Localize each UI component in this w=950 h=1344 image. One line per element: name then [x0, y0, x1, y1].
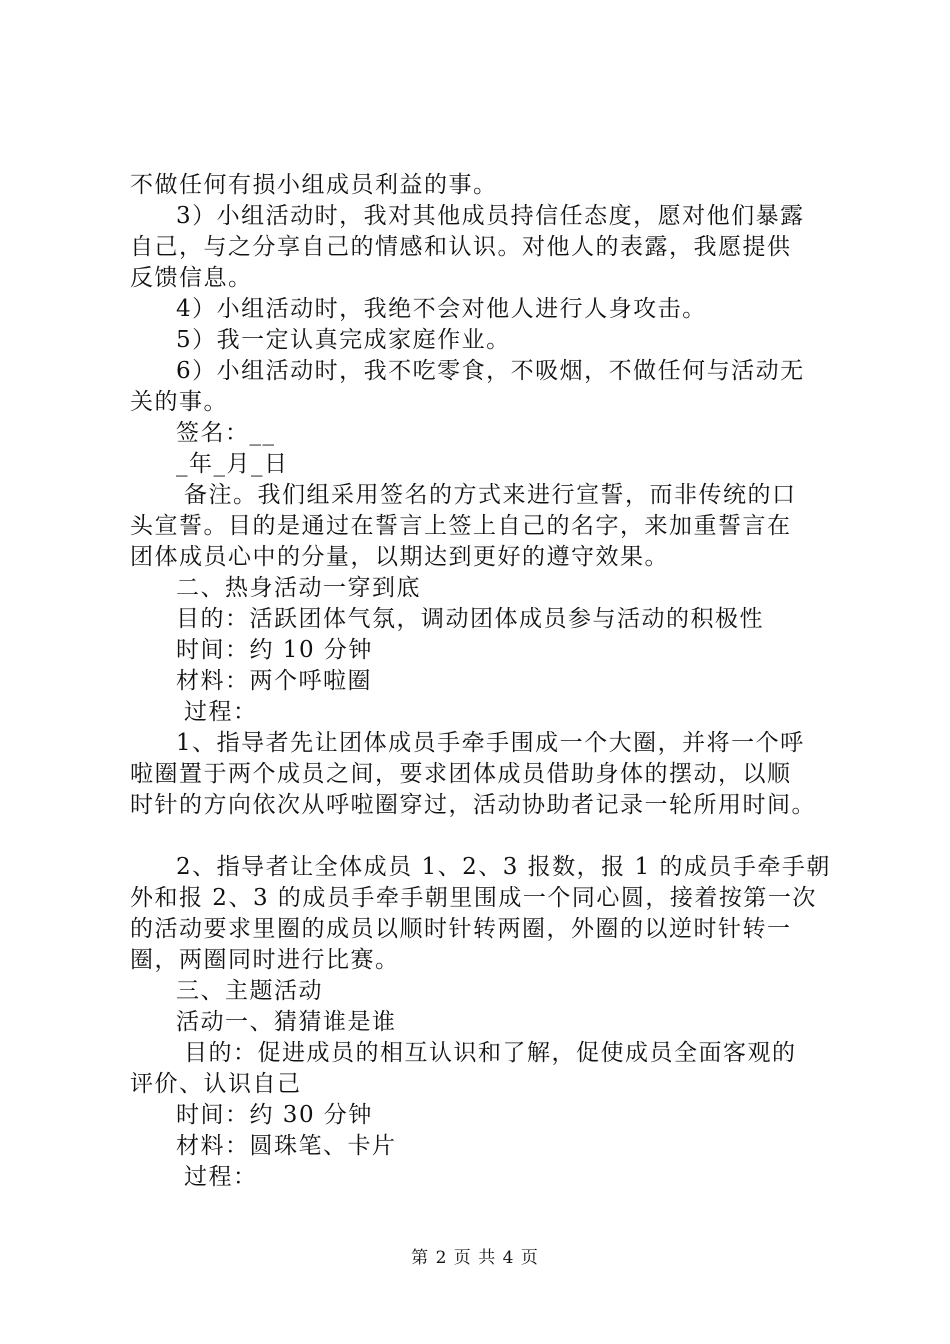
text-line: 外和报 2、3 的成员手牵手朝里围成一个同心圆，接着按第一次 [130, 885, 817, 911]
text-line: 关的事。 [130, 389, 228, 415]
text-line: 时间：约 10 分钟 [176, 637, 373, 663]
text-line: 评价、认识自己 [130, 1071, 302, 1097]
text-line: 材料：两个呼啦圈 [176, 668, 372, 694]
text-line: 时间：约 30 分钟 [176, 1102, 373, 1128]
text-line: 的活动要求里圈的成员以顺时针转两圈，外圈的以逆时针转一 [130, 916, 792, 942]
text-line: 时针的方向依次从呼啦圈穿过，活动协助者记录一轮所用时间。 [130, 792, 816, 818]
text-line: 二、热身活动一穿到底 [176, 575, 421, 601]
text-line: 目的：活跃团体气氛，调动团体成员参与活动的积极性 [176, 606, 764, 632]
text-line: _年_月_日 [176, 451, 289, 477]
text-line: 2、指导者让全体成员 1、2、3 报数，报 1 的成员手牵手朝 [176, 854, 831, 880]
text-line: 3）小组活动时，我对其他成员持信任态度，愿对他们暴露 [176, 203, 805, 229]
text-line: 头宣誓。目的是通过在誓言上签上自己的名字，来加重誓言在 [130, 513, 792, 539]
text-line: 备注。我们组采用签名的方式来进行宣誓，而非传统的口 [184, 482, 797, 508]
text-line: 5）我一定认真完成家庭作业。 [176, 327, 511, 353]
text-line: 过程： [184, 1164, 258, 1190]
text-line: 1、指导者先让团体成员手牵手围成一个大圈，并将一个呼 [176, 730, 805, 756]
text-line: 材料：圆珠笔、卡片 [176, 1133, 397, 1159]
text-line: 反馈信息。 [130, 265, 253, 291]
document-body [130, 170, 840, 1193]
blank-line [130, 821, 840, 852]
text-line: 目的：促进成员的相互认识和了解，促使成员全面客观的 [184, 1040, 797, 1066]
text-line: 三、主题活动 [176, 978, 323, 1004]
text-line: 不做任何有损小组成员利益的事。 [130, 172, 498, 198]
text-line: 活动一、猜猜谁是谁 [176, 1009, 397, 1035]
text-line: 签名：__ [176, 420, 276, 446]
text-line: 团体成员心中的分量，以期达到更好的遵守效果。 [130, 544, 669, 570]
text-line: 啦圈置于两个成员之间，要求团体成员借助身体的摆动，以顺 [130, 761, 792, 787]
page-footer: 第 2 页 共 4 页 [411, 1248, 539, 1268]
text-line: 6）小组活动时，我不吃零食，不吸烟，不做任何与活动无 [176, 358, 805, 384]
text-line: 圈，两圈同时进行比赛。 [130, 947, 400, 973]
text-line: 自己，与之分享自己的情感和认识。对他人的表露，我愿提供 [130, 234, 792, 260]
text-line: 4）小组活动时，我绝不会对他人进行人身攻击。 [176, 296, 707, 322]
text-line: 过程： [184, 699, 258, 725]
